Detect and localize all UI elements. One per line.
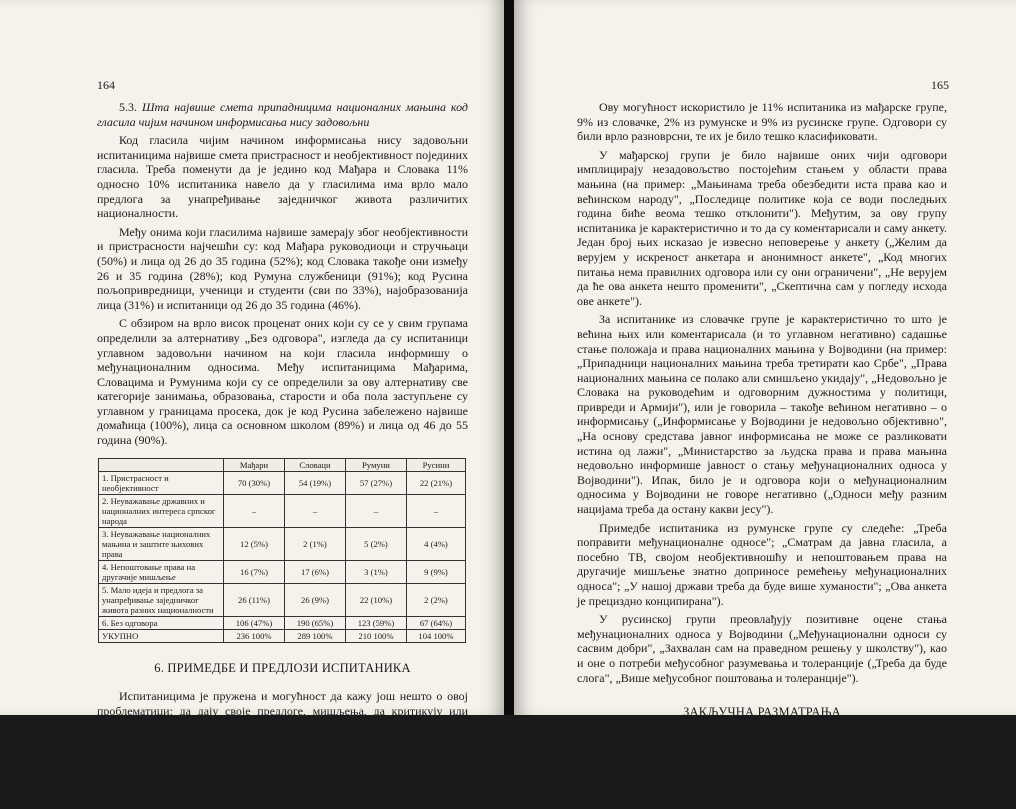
table-cell: 26 (11%) xyxy=(224,583,285,616)
table-cell: 190 (65%) xyxy=(284,616,345,629)
table-cell: 3. Неуважавање националних мањина и заштите њихових права xyxy=(99,527,224,560)
text-run: прво је истраживање јавног мњења ко над којим су обухваћени смао испитаници из четири најбројније националне мањине у Војводини: Мађари, Словаци, Румуни и Русини. Поред тога, то је xyxy=(577,746,947,805)
table-cell: 17 (6%) xyxy=(284,560,345,583)
table-cell: 6. Без одговора xyxy=(99,616,224,629)
table-cell: 104 100% xyxy=(406,629,465,642)
table-cell: 67 (64%) xyxy=(406,616,465,629)
table-cell: 54 (19%) xyxy=(284,471,345,494)
table-cell: 3 (1%) xyxy=(345,560,406,583)
table-row xyxy=(99,527,466,560)
text-run: Истраживање xyxy=(599,731,674,746)
table-cell: 22 (10%) xyxy=(345,583,406,616)
table-header-cell xyxy=(99,458,224,471)
table-cell: 22 (21%) xyxy=(406,471,465,494)
study-title: Припадници националних мањина о свом положају и етничким односима у Војводини xyxy=(577,731,947,761)
paragraph: У русинској групи преовлађују позитивне оцене стања међунационалних односа у Војводини („Међунационални односи су сасвим добри", „Захвалан сам на праведном решењу у школству"), као и оне о потреби међусобног разумевања и толеранције („Треба да буде слога", „Више међусобног поштовања и толеранције"). xyxy=(577,612,947,685)
section-title-text: Шта највише смета припадницима националних мањина код гласила чијим начином информисања нису задовољни xyxy=(97,100,469,129)
table-cell: 236 100% xyxy=(224,629,285,642)
table-row xyxy=(99,583,466,616)
table-cell: – xyxy=(224,494,285,527)
paragraph: Код гласила чијим начином информисања нису задовољни испитаницима највише смета пристрасност и необјективност појединих гласила. Треба поменути да је једино код Мађара и Словака 11% односно 10% испитаника навело да у гласилима има врло мало предлога за унапређивање заједничког живота различитих националности. xyxy=(97,133,468,221)
table-header-cell: Румуни xyxy=(345,458,406,471)
left-column xyxy=(97,100,468,737)
table-cell: 12 (5%) xyxy=(224,527,285,560)
table-cell: 106 (47%) xyxy=(224,616,285,629)
right-page xyxy=(514,0,1016,805)
table-cell: – xyxy=(345,494,406,527)
table-header-cell: Русини xyxy=(406,458,465,471)
table-header-row xyxy=(99,458,466,471)
table-cell: 289 100% xyxy=(284,629,345,642)
table-cell: УКУПНО xyxy=(99,629,224,642)
paragraph: Испитаницима је пружена и могућност да кажу још нешто о овој проблематици: да дају своје предлоге, мишљења, да критикују или похвале. xyxy=(97,689,468,733)
table-header-cell: Мађари xyxy=(224,458,285,471)
table-cell: 5 (2%) xyxy=(345,527,406,560)
book-gutter xyxy=(504,0,514,715)
table-cell: – xyxy=(284,494,345,527)
chapter-heading: 6. ПРИМЕДБЕ И ПРЕДЛОЗИ ИСПИТАНИКА xyxy=(154,660,411,675)
section-title xyxy=(97,100,468,129)
table-cell: 1. Пристрасност и необјективност xyxy=(99,471,224,494)
responses-table xyxy=(98,458,466,643)
table-cell: 123 (59%) xyxy=(345,616,406,629)
table-cell: 4. Непоштовање права на другачије мишљење xyxy=(99,560,224,583)
paragraph: Међу онима који гласилима највише замерају због необјективности и пристрасности најчешћи су: код Мађара руководиоци и стручњаци (50%) и лица од 26 до 35 година (52%); код Словака такође они између 26 и 35 година (28%); код Румуна службеници (91%); код Русина пољопривредници, ученици и студенти (сви по 33%), најобразованија лица (31%) и испитаници од 26 до 35 година (46%). xyxy=(97,224,468,312)
table-row xyxy=(99,494,466,527)
page-number-right: 165 xyxy=(931,78,949,92)
paragraph: У мађарској групи је било највише оних чији одговори имплицирају незадовољство постојећим стањем у области права мањина (на пример: „Мањинама треба обезбедити иста права као и већинском народу", „Последице политике која се води последњих година биће веома тешко отклонити"). Међутим, за ову групу испитаника је карактеристично и то да су коментарисали и саму анкету. Један број њих исказао је извесно неповерење у анкету („Желим да верујем у искреност анкетара и анонимност анкете", „Код многих питања нема правилних одговора или су они ограничени", „Не верујем да ће ова анкета нешто променити", „Скептична сам у погледу исхода ове анкете"). xyxy=(577,147,947,308)
paragraph: Ову могућност искористило је 11% испитаника из мађарске групе, 9% из словачке, 2% из румунске и 9% из русинске групе. Одговори су били врло разноврсни, те их је било тешко класификовати. xyxy=(577,100,947,144)
table-cell: 9 (9%) xyxy=(406,560,465,583)
table-cell: 2. Неуважавање државних и националних интереса српског народа xyxy=(99,494,224,527)
conclusion-heading: ЗАКЉУЧНА РАЗМАТРАЊА xyxy=(683,705,841,720)
table-cell: 70 (30%) xyxy=(224,471,285,494)
table-cell: 57 (27%) xyxy=(345,471,406,494)
table-cell: 26 (9%) xyxy=(284,583,345,616)
table-row xyxy=(99,616,466,629)
left-page xyxy=(0,0,504,733)
paragraph: С обзиром на врло висок проценат оних који су се у свим групама определили за алтернативу „Без одговора", изгледа да су испитаници углавном задовољни начином на који гласила информишу о међунационалним односима. Међу испитаницима Мађарима, Словацима и Румунима који су се определили за ову алтернативу све категорије занимања, образовања, старости и оба пола заступљене су углавном у границама просека, док је код Русина забележено највише домаћица (100%), лица са основном школом (89%) и лица од 46 до 55 година (90%). xyxy=(97,316,468,448)
table-cell: 16 (7%) xyxy=(224,560,285,583)
right-column xyxy=(577,100,947,809)
section-number: 5.3. xyxy=(119,100,137,114)
table-cell: 2 (2%) xyxy=(406,583,465,616)
paragraph xyxy=(577,732,947,805)
paragraph: Примедбе испитаника из румунске групе су следеће: „Треба поправити међунационалне односе"; „Сматрам да јавна гласила, а посебно ТВ, својом необјективношћу и непоштовањем права на другачије мишљење знатно доприносе ремећењу међунационалних односа"; „У нашој држави треба да буде више хуманости"; „Ова анкета је прециздно конципирана"). xyxy=(577,520,947,608)
table-cell: 4 (4%) xyxy=(406,527,465,560)
paragraph: За испитанике из словачке групе је карактеристично то што је већина њих или коментарисала (и то углавном негативно) садашње стање положаја и права националних мањина у Војводини (на пример: „Припадници националних мањина треба третирати као Србе", „Права националних мањина се полако али смишљено укидају", „Недовољно је Словака на руководећим и одговорним дужностима у политици, привреди и Армији"), или је говорила – такође већином негативно – о информисању („Информисање у Војводини је недовољно објективно", „На основу средстава јавног информисања не може се разликовати истина од лажи", „Министарство за људска права и права мањина недовољно информише јавност о стању међунационалних односа у Војводини"). Ипак, било је и одговора који о међунационалним односима у Војводини не говоре негативно („Односи међу разним нацијама треба да остану какви јесу"). xyxy=(577,312,947,517)
table-cell: 210 100% xyxy=(345,629,406,642)
table-cell: 5. Мало идеја и предлога за унапређивање заједничког живота разних националности xyxy=(99,583,224,616)
table-row xyxy=(99,471,466,494)
table-cell: – xyxy=(406,494,465,527)
page-number-left: 164 xyxy=(97,78,115,92)
table-header-cell: Словаци xyxy=(284,458,345,471)
table-cell: 2 (1%) xyxy=(284,527,345,560)
table-row xyxy=(99,560,466,583)
table-total-row xyxy=(99,629,466,642)
